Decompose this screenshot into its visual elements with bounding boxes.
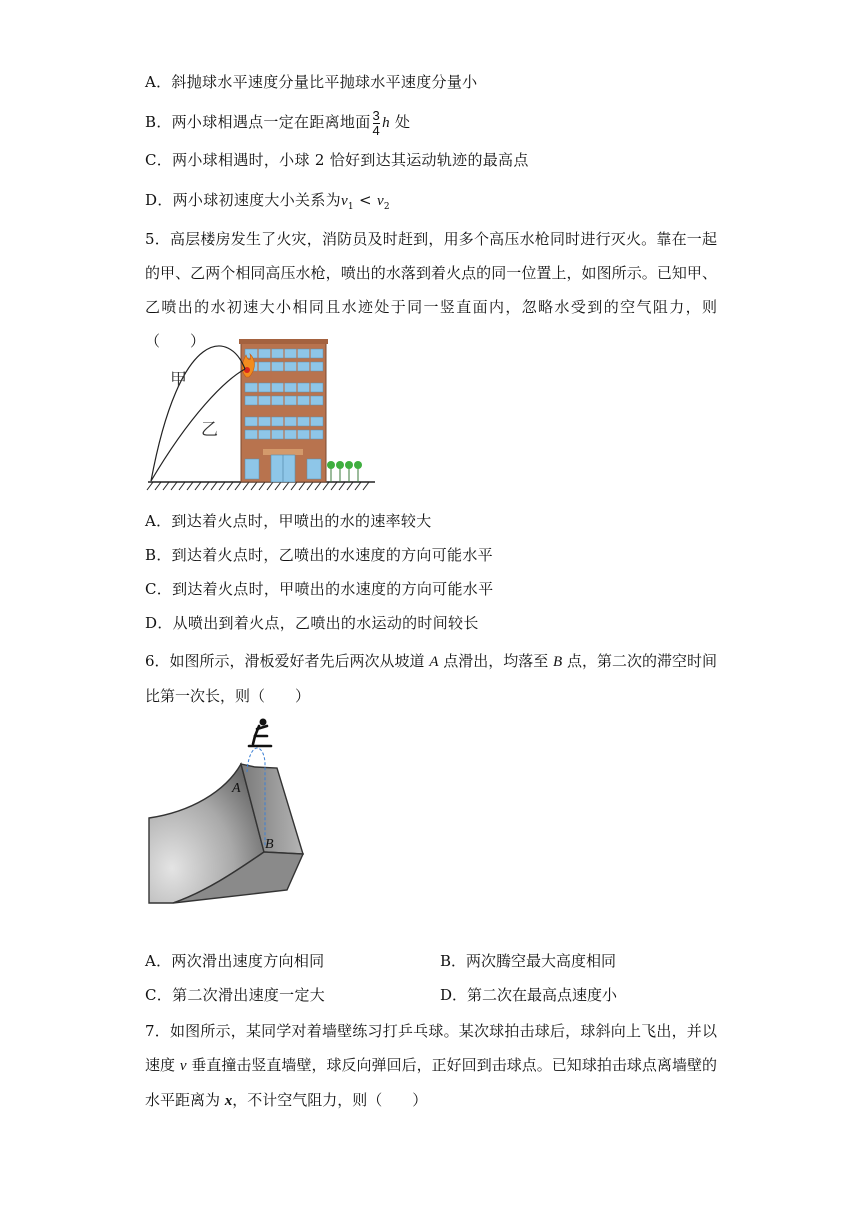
q6-stem-part2: 点滑出，均落至: [438, 652, 554, 670]
q4-option-b-suffix: 处: [394, 113, 411, 131]
building-roof: [239, 339, 328, 344]
variable-v: v: [179, 1058, 187, 1074]
less-than-sign: <: [353, 191, 377, 209]
point-b-label: B: [553, 654, 563, 670]
q4-option-b-text: B．两小球相遇点一定在距离地面: [145, 113, 371, 131]
q7-stem: [145, 1014, 717, 1118]
subscript-1: 1: [347, 202, 354, 212]
q7-stem-part2: 垂直撞击竖直墙壁，球反向弹回后，正好回到击球点。已知球拍击球点离墙壁的水平距离为: [145, 1056, 717, 1109]
q6-option-a: A．两次滑出速度方向相同: [145, 952, 325, 970]
q6-stem: [145, 644, 717, 713]
q6-option-d: D．第二次在最高点速度小: [440, 986, 618, 1004]
label-jia: 甲: [170, 370, 187, 390]
q5-option-a: A．到达着火点时，甲喷出的水的速率较大: [145, 512, 432, 530]
q5-option-d: D．从喷出到着火点，乙喷出的水运动的时间较长: [145, 614, 479, 632]
fire-building-figure: [145, 335, 380, 495]
subscript-2: 2: [383, 202, 390, 212]
q4-option-c: C．两小球相遇时，小球 2 恰好到达其运动轨迹的最高点: [145, 151, 529, 169]
q4-option-a: A．斜抛球水平速度分量比平抛球水平速度分量小: [145, 73, 478, 91]
trajectory-yi: [151, 369, 245, 481]
variable-x: x: [224, 1093, 233, 1109]
q5-option-c: C．到达着火点时，甲喷出的水速度的方向可能水平: [145, 580, 494, 598]
skateboard-ramp-figure: [145, 712, 310, 907]
fraction-numerator: 3: [372, 107, 381, 123]
q6-option-b: B．两次腾空最大高度相同: [440, 952, 617, 970]
q4-option-d: [145, 190, 390, 217]
q6-stem-part1: 6．如图所示，滑板爱好者先后两次从坡道: [145, 652, 430, 670]
skater-icon: [249, 719, 271, 747]
entrance-canopy: [263, 449, 303, 455]
ramp-label-a: A: [232, 781, 241, 796]
label-yi: 乙: [201, 420, 218, 440]
q7-stem-part3: ，不计空气阻力，则（ ）: [232, 1091, 428, 1109]
ramp-label-b: B: [265, 837, 274, 852]
q6-option-c: C．第二次滑出速度一定大: [145, 986, 326, 1004]
q5-stem: 5．高层楼房发生了火灾，消防员及时赶到，用多个高压水枪同时进行灭火。靠在一起的甲、乙两个相同高压水枪，喷出的水落到着火点的同一位置上，如图所示。已知甲、乙喷出的水初速大小相同且水迹处于同一竖直面内，忽略水受到的空气阻力，则（ ）: [145, 230, 717, 350]
trees: [327, 461, 362, 482]
q7-stem-part1: 7．如图所示，某同学对着墙壁练习打乒乓球。某次球拍击球后，球斜向上飞出，并以速度: [145, 1022, 717, 1074]
fraction-three-quarters: [373, 109, 381, 138]
ground-hatching: [147, 482, 369, 490]
q6-stem-part3: 点，第二次的滞空时间比第一次长，则（ ）: [145, 652, 717, 705]
q4-option-b: [145, 104, 410, 140]
variable-v1: v: [340, 193, 348, 209]
variable-h: h: [382, 115, 390, 131]
fraction-denominator: 4: [372, 122, 381, 138]
point-a-label: A: [429, 654, 439, 670]
q4-option-d-text: D．两小球初速度大小关系为: [145, 191, 341, 209]
q5-option-b: B．到达着火点时，乙喷出的水速度的方向可能水平: [145, 546, 493, 564]
variable-v2: v: [376, 193, 384, 209]
